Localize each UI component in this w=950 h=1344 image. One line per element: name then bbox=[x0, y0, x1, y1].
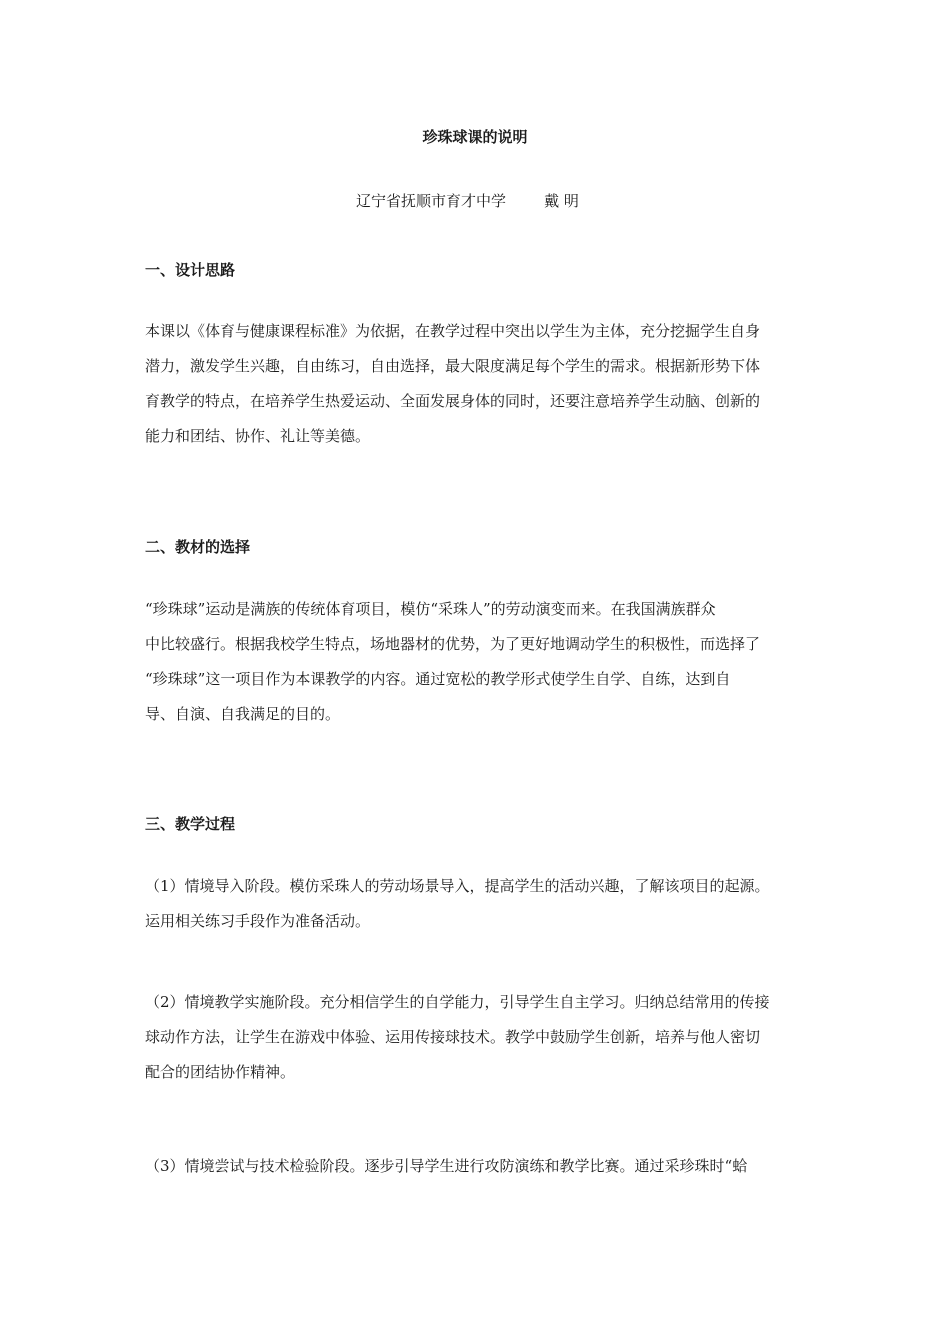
text-line: 球动作方法，让学生在游戏中体验、运用传接球技术。教学中鼓励学生创新，培养与他人密切 bbox=[145, 1028, 761, 1046]
paragraph-process-3 bbox=[145, 1149, 811, 1184]
text-line: （1）情境导入阶段。模仿采珠人的劳动场景导入，提高学生的活动兴趣，了解该项目的起源。 bbox=[145, 877, 770, 895]
text-line: 配合的团结协作精神。 bbox=[145, 1063, 296, 1081]
text-line: （2）情境教学实施阶段。充分相信学生的自学能力，引导学生自主学习。归纳总结常用的传接 bbox=[145, 993, 770, 1011]
paragraph-design bbox=[145, 314, 811, 454]
text-line: 潜力，激发学生兴趣，自由练习，自由选择，最大限度满足每个学生的需求。根据新形势下体 bbox=[145, 357, 761, 375]
text-line: 能力和团结、协作、礼让等美德。 bbox=[145, 427, 371, 445]
text-line: “珍珠球”运动是满族的传统体育项目，模仿“采珠人”的劳动演变而来。在我国满族群众 bbox=[145, 600, 716, 618]
text-line: （3）情境尝试与技术检验阶段。逐步引导学生进行攻防演练和教学比赛。通过采珍珠时“蛤 bbox=[145, 1157, 748, 1175]
paragraph-material bbox=[145, 592, 811, 732]
paragraph-process-1 bbox=[145, 869, 811, 939]
text-line: 育教学的特点，在培养学生热爱运动、全面发展身体的同时，还要注意培养学生动脑、创新的 bbox=[145, 392, 761, 410]
section-heading-process: 三、教学过程 bbox=[145, 815, 236, 833]
text-line: 导、自演、自我满足的目的。 bbox=[145, 705, 341, 723]
text-line: 本课以《体育与健康课程标准》为依据，在教学过程中突出以学生为主体，充分挖掘学生自身 bbox=[145, 322, 761, 340]
section-heading-design: 一、设计思路 bbox=[145, 261, 236, 279]
document-title: 珍珠球课的说明 bbox=[422, 128, 528, 146]
text-line: “珍珠球”这一项目作为本课教学的内容。通过宽松的教学形式使学生自学、自练，达到自 bbox=[145, 670, 731, 688]
author-line: 辽宁省抚顺市育才中学 戴 明 bbox=[356, 192, 579, 210]
text-line: 运用相关练习手段作为准备活动。 bbox=[145, 912, 371, 930]
section-heading-material: 二、教材的选择 bbox=[145, 538, 251, 556]
text-line: 中比较盛行。根据我校学生特点，场地器材的优势，为了更好地调动学生的积极性，而选择了 bbox=[145, 635, 761, 653]
paragraph-process-2 bbox=[145, 985, 811, 1090]
